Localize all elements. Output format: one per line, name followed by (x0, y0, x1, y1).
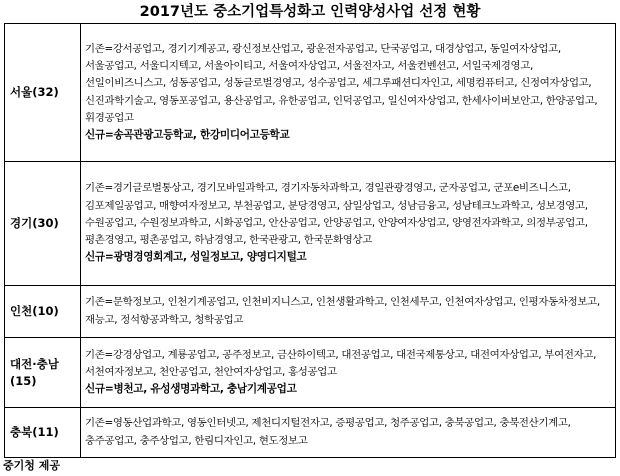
region-cell: 충북(11) (5, 408, 81, 458)
region-cell: 경기(30) (5, 162, 81, 286)
region-cell: 서울(32) (5, 24, 81, 162)
school-list-cell (81, 286, 616, 338)
existing-schools: 기존=경기글로벌통상고, 경기모바일과학고, 경기자동차과학고, 경일관광경영고, 군자공업고, 군포e비즈니스고, 김포제일공업고, 매향여자정보고, 부천공업고, 분당경영고, 삼일상업고, 성남금융고, 성남테크노과학고, 성보경영고, 수원공업고, 수원정보과학고, 시화공업고, 안산공업고, 안양공업고, 안양여자상업고, 양영전자과학고, 의정부공업고, 평촌경영고, 평촌공업고, 하남경영고, 한국관광고, 한국문화영상고 (85, 182, 588, 247)
source-credit: 중기청 제공 (3, 459, 60, 472)
document-title: 2017년도 중소기업특성화고 인력양성사업 선정 현황 (139, 4, 481, 20)
selection-table (4, 23, 616, 458)
school-list-cell (81, 162, 616, 286)
school-list-cell (81, 338, 616, 408)
existing-schools: 기존=강경상업고, 계룡공업고, 공주정보고, 금산하이텍고, 대전공업고, 대전국제통상고, 대전여자상업고, 부여전자고, 서천여자정보고, 천안공업고, 천안여자상업고, 홍성공업고 (85, 348, 597, 378)
existing-schools: 기존=문학정보고, 인천기계공업고, 인천비지니스고, 인천생활과학고, 인천세무고, 인천여자상업고, 인평자동차정보고, 재능고, 정석항공과학고, 청학공업고 (85, 296, 600, 326)
table-row (5, 408, 616, 458)
new-schools: 신규=병천고, 유성생명과학고, 충남기계공업고 (85, 383, 297, 396)
region-cell: 대전·충남(15) (5, 338, 81, 408)
table-row (5, 24, 616, 162)
table-row (5, 286, 616, 338)
region-cell: 인천(10) (5, 286, 81, 338)
table-row (5, 162, 616, 286)
existing-schools: 기존=강서공업고, 경기기계공고, 광신정보산업고, 광운전자공업고, 단국공업고, 대경상업고, 동일여자상업고, 서울공업고, 서울디지텍고, 서울아이티고, 서울여자상업고, 서울전자고, 서울컨벤션고, 서일국제경영고, 선일이비즈니스고, 성동공업고, 성동글로벌경영고, 성수공업고, 세그루패션디자인고, 세명컴퓨터고, 신정여자상업고, 신진과학기술고, 영동포공업고, 용산공업고, 유한공업고, 인덕공업고, 일신여자상업고, 한세사이버보안고, 한양공업고, 휘경공업고 (85, 42, 598, 124)
school-list-cell (81, 408, 616, 458)
table-row (5, 338, 616, 408)
school-list-cell (81, 24, 616, 162)
existing-schools: 기존=영동산업과학고, 영동인터넷고, 제천디지털전자고, 증평공업고, 청주공업고, 충북공업고, 충북전산기계고, 충주공업고, 충주상업고, 한림디자인고, 현도정보고 (85, 417, 571, 447)
new-schools: 신규=송곡관광고등학교, 한강미디어고등학교 (85, 128, 290, 141)
new-schools: 신규=광명경영회계고, 성일정보고, 양영디지털고 (85, 251, 307, 264)
